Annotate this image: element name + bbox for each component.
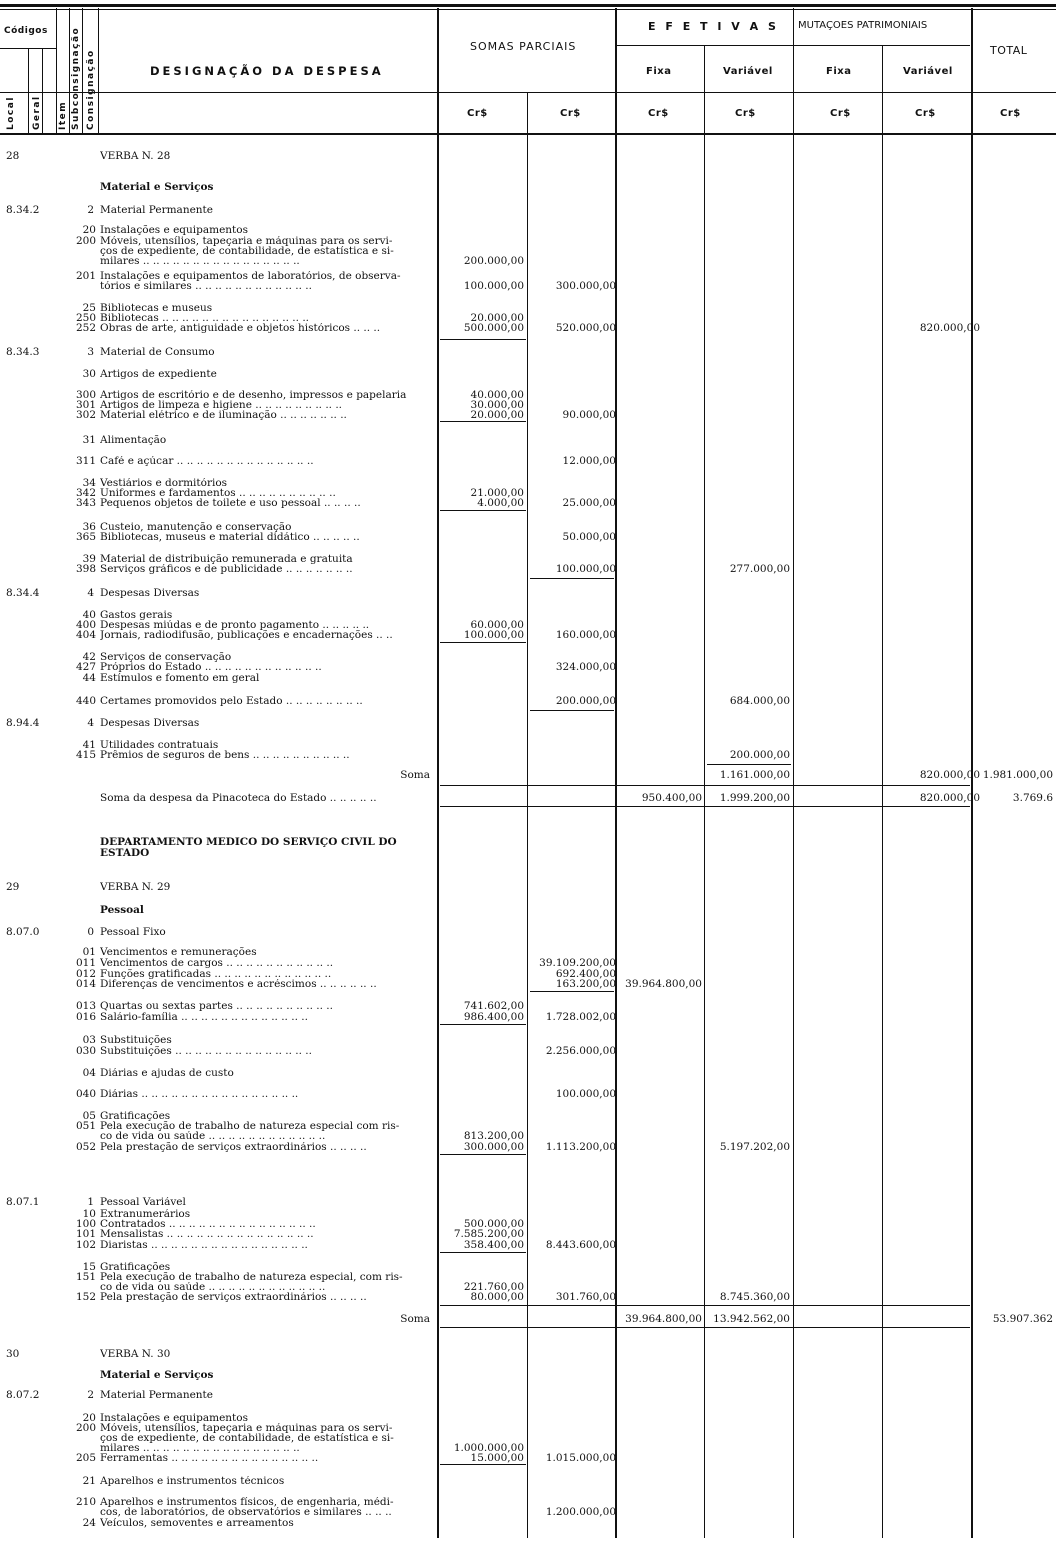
geral-code: 2	[87, 204, 94, 216]
row-description: Aparelhos e instrumentos físicos, de engenharia, médi-	[100, 1497, 394, 1508]
budget-row	[0, 1131, 1056, 1142]
row-description: Substituições .. .. .. .. .. .. .. .. .. .. .. .. .. ..	[100, 1046, 312, 1057]
item-code: 15	[82, 1261, 96, 1273]
efetivas-variavel-value: 684.000,00	[729, 695, 790, 707]
top-rule-thin	[0, 9, 1056, 10]
item-code: 40	[82, 609, 96, 621]
budget-row	[0, 958, 1056, 969]
total-value: 53.907.362	[992, 1313, 1053, 1325]
somas-parciais-1-value: 15.000,00	[470, 1452, 524, 1464]
somas-parciais-1-value: 986.400,00	[463, 1011, 524, 1023]
somas-parciais-2-value: 163.200,00	[555, 978, 616, 990]
budget-row	[0, 1001, 1056, 1012]
row-description: Diárias e ajudas de custo	[100, 1068, 234, 1079]
local-label: Local	[6, 96, 16, 130]
somas-parciais-1-value: 741.602,00	[463, 1000, 524, 1012]
currency-efetivas-variavel: Cr$	[735, 108, 756, 119]
somas-parciais-1-value: 30.000,00	[470, 399, 524, 411]
somas-parciais-1-value: 7.585.200,00	[453, 1228, 524, 1240]
somas-parciais-2-value: 520.000,00	[555, 322, 616, 334]
row-description: Instalações e equipamentos	[100, 1413, 248, 1424]
item-code: 052	[75, 1141, 96, 1153]
budget-row	[0, 1229, 1056, 1240]
efetivas-fixa-value: 39.964.800,00	[625, 1313, 702, 1325]
row-description: Material Permanente	[100, 1390, 213, 1401]
row-description: Diárias .. .. .. .. .. .. .. .. .. .. .. .. .. .. .. ..	[100, 1089, 299, 1100]
budget-row	[0, 588, 1056, 599]
row-description: Café e açúcar .. .. .. .. .. .. .. .. .. .. .. .. .. ..	[100, 456, 314, 467]
row-description: Vestiários e dormitórios	[100, 478, 228, 489]
row-description: Alimentação	[100, 435, 167, 446]
somas-parciais-2-value: 50.000,00	[562, 531, 616, 543]
somas-parciais-1-value: 300.000,00	[463, 1141, 524, 1153]
somas-parciais-1-value: 60.000,00	[470, 619, 524, 631]
efetivas-variavel-label: Variável	[723, 66, 773, 77]
item-code: 011	[75, 957, 96, 969]
row-description: Uniformes e fardamentos .. .. .. .. .. .. .. .. .. ..	[100, 488, 336, 499]
item-code: 252	[75, 322, 96, 334]
row-description: Gratificações	[100, 1262, 171, 1273]
budget-row	[0, 1476, 1056, 1487]
item-code: 25	[82, 302, 96, 314]
item-code: 20	[82, 1412, 96, 1424]
local-code: 8.07.1	[6, 1196, 40, 1208]
row-description: VERBA N. 29	[100, 882, 171, 893]
somas-parciais-2-value: 2.256.000,00	[545, 1045, 616, 1057]
row-description: Serviços de conservação	[100, 652, 232, 663]
item-code: 200	[75, 235, 96, 247]
budget-row	[0, 1197, 1056, 1208]
item-code: 102	[75, 1239, 96, 1251]
budget-row	[0, 323, 1056, 334]
row-description: Material Permanente	[100, 205, 213, 216]
item-code: 012	[75, 968, 96, 980]
budget-row	[0, 927, 1056, 938]
somas-parciais-1-value: 221.760,00	[463, 1281, 524, 1293]
somas-parciais-2-value: 1.015.000,00	[545, 1452, 616, 1464]
item-code: 201	[75, 270, 96, 282]
geral-code: 1	[87, 1196, 94, 1208]
designacao-label: DESIGNAÇÃO DA DESPESA	[150, 64, 384, 78]
somas-parciais-2-value: 324.000,00	[555, 661, 616, 673]
item-code: 404	[75, 629, 96, 641]
budget-row	[0, 662, 1056, 673]
row-description: Gastos gerais	[100, 610, 173, 621]
item-code: 41	[82, 739, 96, 751]
local-code: 8.34.4	[6, 587, 40, 599]
mutacoes-variavel-value: 820.000,00	[919, 322, 980, 334]
local-code: 28	[6, 150, 20, 162]
row-description: Estímulos e fomento em geral	[100, 673, 260, 684]
row-description: co de vida ou saúde .. .. .. .. .. .. .. .. .. .. .. ..	[100, 1282, 326, 1293]
row-description: Material e Serviços	[100, 1370, 214, 1381]
somas-parciais-2-value: 12.000,00	[562, 455, 616, 467]
budget-row	[0, 205, 1056, 216]
currency-mutacoes-variavel: Cr$	[915, 108, 936, 119]
row-description: Custeio, manutenção e conservação	[100, 522, 292, 533]
geral-code: 3	[87, 346, 94, 358]
item-code: 10	[82, 1208, 96, 1220]
budget-row	[0, 947, 1056, 958]
row-description: Despesas miúdas e de pronto pagamento .. .. .. .. ..	[100, 620, 370, 631]
efetivas-fixa-value: 39.964.800,00	[625, 978, 702, 990]
row-description: Salário-família .. .. .. .. .. .. .. .. .. .. .. .. ..	[100, 1012, 308, 1023]
row-description: milares .. .. .. .. .. .. .. .. .. .. .. .. .. .. .. ..	[100, 256, 300, 267]
budget-row	[0, 256, 1056, 267]
budget-row	[0, 1046, 1056, 1057]
row-description: Instalações e equipamentos	[100, 225, 248, 236]
somas-parciais-2-value: 8.443.600,00	[545, 1239, 616, 1251]
item-code: 205	[75, 1452, 96, 1464]
row-description: Pessoal Fixo	[100, 927, 166, 938]
budget-row	[0, 1349, 1056, 1360]
mutacoes-variavel-value: 820.000,00	[919, 769, 980, 781]
item-code: 36	[82, 521, 96, 533]
currency-somas-2: Cr$	[560, 108, 581, 119]
somas-parciais-2-value: 90.000,00	[562, 409, 616, 421]
row-description: Pessoal	[100, 905, 144, 916]
somas-parciais-1-value: 40.000,00	[470, 389, 524, 401]
somas-parciais-1-value: 200.000,00	[463, 255, 524, 267]
row-description: Material de Consumo	[100, 347, 215, 358]
somas-parciais-1-value: 20.000,00	[470, 312, 524, 324]
geral-code: 0	[87, 926, 94, 938]
efetivas-variavel-value: 277.000,00	[729, 563, 790, 575]
row-description: Instalações e equipamentos de laboratórios, de observa-	[100, 271, 401, 282]
somas-parciais-2-value: 1.200.000,00	[545, 1506, 616, 1518]
total-label: TOTAL	[990, 44, 1028, 57]
row-description: Obras de arte, antiguidade e objetos históricos .. .. ..	[100, 323, 381, 334]
item-code: 01	[82, 946, 96, 958]
item-code: 302	[75, 409, 96, 421]
budget-row	[0, 793, 1056, 804]
geral-code: 4	[87, 587, 94, 599]
row-description: Utilidades contratuais	[100, 740, 219, 751]
mutacoes-fixa-label: Fixa	[826, 66, 852, 77]
efetivas-variavel-value: 1.161.000,00	[719, 769, 790, 781]
efetivas-variavel-value: 5.197.202,00	[719, 1141, 790, 1153]
somas-parciais-1-value: 813.200,00	[463, 1130, 524, 1142]
budget-row	[0, 1068, 1056, 1079]
row-description: Artigos de limpeza e higiene .. .. .. .. .. .. .. .. ..	[100, 400, 343, 411]
item-code: 311	[75, 455, 96, 467]
item-code: 301	[75, 399, 96, 411]
somas-parciais-1-value: 1.000.000,00	[453, 1442, 524, 1454]
budget-row	[0, 1012, 1056, 1023]
item-code: 20	[82, 224, 96, 236]
efetivas-fixa-label: Fixa	[646, 66, 672, 77]
local-code: 29	[6, 881, 20, 893]
budget-row	[0, 1390, 1056, 1401]
row-description: VERBA N. 30	[100, 1349, 171, 1360]
row-description: Extranumerários	[100, 1209, 191, 1220]
row-description: ESTADO	[100, 848, 150, 859]
local-code: 8.07.0	[6, 926, 40, 938]
efetivas-variavel-value: 13.942.562,00	[713, 1313, 790, 1325]
row-description: ços de expediente, de contabilidade, de estatística e si-	[100, 246, 394, 257]
item-code: 040	[75, 1088, 96, 1100]
row-description: co de vida ou saúde .. .. .. .. .. .. .. .. .. .. .. ..	[100, 1131, 326, 1142]
row-description: Material de distribuição remunerada e gratuita	[100, 554, 353, 565]
item-code: 427	[75, 661, 96, 673]
row-description: Despesas Diversas	[100, 588, 200, 599]
item-code: 31	[82, 434, 96, 446]
row-description: Despesas Diversas	[100, 718, 200, 729]
somas-parciais-2-value: 692.400,00	[555, 968, 616, 980]
row-description: Vencimentos e remunerações	[100, 947, 257, 958]
item-code: 343	[75, 497, 96, 509]
row-description: Serviços gráficos e de publicidade .. .. .. .. .. .. ..	[100, 564, 353, 575]
row-description: Bibliotecas .. .. .. .. .. .. .. .. .. .. .. .. .. .. ..	[100, 313, 309, 324]
budget-row	[0, 673, 1056, 684]
budget-row	[0, 1453, 1056, 1464]
item-code: 24	[82, 1517, 96, 1529]
row-description: Soma da despesa da Pinacoteca do Estado .. .. .. .. ..	[100, 793, 377, 804]
row-description: Artigos de escritório e de desenho, impressos e papelaria	[100, 390, 407, 401]
somas-parciais-1-value: 100.000,00	[463, 280, 524, 292]
row-description: Quartas ou sextas partes .. .. .. .. .. .. .. .. .. ..	[100, 1001, 333, 1012]
somas-parciais-2-value: 100.000,00	[555, 563, 616, 575]
somas-parciais-2-value: 301.760,00	[555, 1291, 616, 1303]
row-description: Pessoal Variável	[100, 1197, 186, 1208]
budget-row	[0, 498, 1056, 509]
budget-row	[0, 905, 1056, 916]
currency-mutacoes-fixa: Cr$	[830, 108, 851, 119]
item-code: 365	[75, 531, 96, 543]
somas-parciais-1-value: 358.400,00	[463, 1239, 524, 1251]
item-code: 152	[75, 1291, 96, 1303]
subconsignacao-label: Subconsignação	[71, 26, 81, 130]
top-rule	[0, 4, 1056, 7]
somas-parciais-1-value: 21.000,00	[470, 487, 524, 499]
budget-row	[0, 718, 1056, 729]
row-description: Pela prestação de serviços extraordinários .. .. .. ..	[100, 1142, 367, 1153]
local-code: 8.34.2	[6, 204, 40, 216]
item-code: 21	[82, 1475, 96, 1487]
currency-efetivas-fixa: Cr$	[648, 108, 669, 119]
item-code: 100	[75, 1218, 96, 1230]
item-code: 34	[82, 477, 96, 489]
row-description: Diferenças de vencimentos e acréscimos .. .. .. .. .. ..	[100, 979, 377, 990]
budget-row	[0, 837, 1056, 848]
budget-row	[0, 281, 1056, 292]
item-code: 400	[75, 619, 96, 631]
row-description: tórios e similares .. .. .. .. .. .. .. .. .. .. .. ..	[100, 281, 312, 292]
row-description: Aparelhos e instrumentos técnicos	[100, 1476, 285, 1487]
local-code: 30	[6, 1348, 20, 1360]
item-code: 30	[82, 368, 96, 380]
row-description: Substituições	[100, 1035, 172, 1046]
row-description: Material elétrico e de iluminação .. .. .. .. .. .. ..	[100, 410, 347, 421]
budget-row	[0, 979, 1056, 990]
mutacoes-label: MUTAÇOES PATRIMONIAIS	[798, 20, 928, 31]
item-code: 440	[75, 695, 96, 707]
budget-row	[0, 225, 1056, 236]
mutacoes-variavel-value: 820.000,00	[919, 792, 980, 804]
row-description: VERBA N. 28	[100, 151, 171, 162]
row-description: Funções gratificadas .. .. .. .. .. .. .. .. .. .. .. ..	[100, 969, 332, 980]
row-description: Diaristas .. .. .. .. .. .. .. .. .. .. .. .. .. .. .. ..	[100, 1240, 308, 1251]
budget-row	[0, 630, 1056, 641]
budget-row	[0, 1240, 1056, 1251]
budget-row	[0, 347, 1056, 358]
budget-row	[0, 1370, 1056, 1381]
row-description: Mensalistas .. .. .. .. .. .. .. .. .. .. .. .. .. .. ..	[100, 1229, 314, 1240]
budget-row	[0, 435, 1056, 446]
row-description: cos, de laboratórios, de observatórios e similares .. .. ..	[100, 1507, 392, 1518]
budget-row	[0, 696, 1056, 707]
item-code: 398	[75, 563, 96, 575]
efetivas-variavel-value: 200.000,00	[729, 749, 790, 761]
row-description: Contratados .. .. .. .. .. .. .. .. .. .. .. .. .. .. ..	[100, 1219, 316, 1230]
item-code: 151	[75, 1271, 96, 1283]
row-description: Bibliotecas, museus e material didático .. .. .. .. ..	[100, 532, 360, 543]
item-code: 415	[75, 749, 96, 761]
budget-row	[0, 151, 1056, 162]
item-code: 200	[75, 1422, 96, 1434]
total-value: 3.769.6	[1012, 792, 1053, 804]
budget-row	[0, 882, 1056, 893]
item-code: 42	[82, 651, 96, 663]
row-description: Jornais, radiodifusão, publicações e encadernações .. ..	[100, 630, 393, 641]
local-code: 8.34.3	[6, 346, 40, 358]
somas-parciais-2-value: 39.109.200,00	[539, 957, 616, 969]
efetivas-variavel-value: 1.999.200,00	[719, 792, 790, 804]
somas-parciais-2-value: 1.728.002,00	[545, 1011, 616, 1023]
currency-total: Cr$	[1000, 108, 1021, 119]
row-description: milares .. .. .. .. .. .. .. .. .. .. .. .. .. .. .. ..	[100, 1443, 300, 1454]
row-description: Pela prestação de serviços extraordinários .. .. .. ..	[100, 1292, 367, 1303]
item-code: 210	[75, 1496, 96, 1508]
item-code: 030	[75, 1045, 96, 1057]
budget-row	[0, 848, 1056, 859]
row-description: Vencimentos de cargos .. .. .. .. .. .. .. .. .. .. ..	[100, 958, 334, 969]
item-code: 101	[75, 1228, 96, 1240]
row-description: Certames promovidos pelo Estado .. .. .. .. .. .. .. ..	[100, 696, 363, 707]
somas-parciais-2-value: 300.000,00	[555, 280, 616, 292]
row-description: ços de expediente, de contabilidade, de estatística e si-	[100, 1433, 394, 1444]
row-description: Ferramentas .. .. .. .. .. .. .. .. .. .. .. .. .. .. ..	[100, 1453, 319, 1464]
total-value: 1.981.000,00	[982, 769, 1053, 781]
somas-parciais-1-value: 100.000,00	[463, 629, 524, 641]
somas-parciais-2-value: 100.000,00	[555, 1088, 616, 1100]
budget-row	[0, 456, 1056, 467]
budget-row	[0, 1314, 1056, 1325]
row-description: Pela execução de trabalho de natureza especial com ris-	[100, 1121, 400, 1132]
budget-row	[0, 1035, 1056, 1046]
somas-parciais-1-value: 80.000,00	[470, 1291, 524, 1303]
row-description: Móveis, utensílios, tapeçaria e máquinas para os servi-	[100, 236, 393, 247]
geral-code: 2	[87, 1389, 94, 1401]
row-description: DEPARTAMENTO MÉDICO DO SERVIÇO CIVIL DO	[100, 837, 397, 848]
budget-row	[0, 564, 1056, 575]
item-code: 39	[82, 553, 96, 565]
row-description: Móveis, utensílios, tapeçaria e máquinas para os servi-	[100, 1423, 393, 1434]
item-code: 016	[75, 1011, 96, 1023]
somas-parciais-1-value: 20.000,00	[470, 409, 524, 421]
row-description: Pela execução de trabalho de natureza especial, com ris-	[100, 1272, 403, 1283]
row-description: Pequenos objetos de toilete e uso pessoal .. .. .. ..	[100, 498, 361, 509]
codigos-label: Códigos	[4, 26, 48, 36]
somas-parciais-1-value: 500.000,00	[463, 322, 524, 334]
somas-parciais-2-value: 1.113.200,00	[545, 1141, 616, 1153]
item-code: 014	[75, 978, 96, 990]
budget-row	[0, 1089, 1056, 1100]
budget-row	[0, 1518, 1056, 1529]
somas-parciais-1-value: 500.000,00	[463, 1218, 524, 1230]
mutacoes-variavel-label: Variável	[903, 66, 953, 77]
local-code: 8.07.2	[6, 1389, 40, 1401]
somas-parciais-label: SOMAS PARCIAIS	[470, 40, 577, 53]
item-code: 05	[82, 1110, 96, 1122]
budget-row	[0, 750, 1056, 761]
row-description: Bibliotecas e museus	[100, 303, 213, 314]
row-description: Gratificações	[100, 1111, 171, 1122]
geral-code: 4	[87, 717, 94, 729]
item-code: 03	[82, 1034, 96, 1046]
budget-row	[0, 770, 1056, 781]
local-code: 8.94.4	[6, 717, 40, 729]
row-description: Artigos de expediente	[100, 369, 217, 380]
budget-row	[0, 1142, 1056, 1153]
row-description: Próprios do Estado .. .. .. .. .. .. .. .. .. .. .. ..	[100, 662, 322, 673]
budget-row	[0, 532, 1056, 543]
budget-row	[0, 1292, 1056, 1303]
item-code: 051	[75, 1120, 96, 1132]
budget-row	[0, 1507, 1056, 1518]
somas-parciais-1-value: 4.000,00	[477, 497, 524, 509]
geral-label: Geral	[32, 95, 42, 130]
header-sub-rule	[0, 92, 1056, 93]
header-bottom-rule	[0, 133, 1056, 135]
budget-row	[0, 410, 1056, 421]
somas-parciais-2-value: 25.000,00	[562, 497, 616, 509]
row-description: Soma	[400, 770, 430, 781]
somas-parciais-2-value: 160.000,00	[555, 629, 616, 641]
item-code: 342	[75, 487, 96, 499]
budget-row	[0, 182, 1056, 193]
efetivas-fixa-value: 950.400,00	[641, 792, 702, 804]
somas-parciais-2-value: 200.000,00	[555, 695, 616, 707]
row-description: Material e Serviços	[100, 182, 214, 193]
row-description: Veículos, semoventes e arreamentos	[100, 1518, 294, 1529]
item-code: 013	[75, 1000, 96, 1012]
budget-row	[0, 369, 1056, 380]
currency-somas-1: Cr$	[467, 108, 488, 119]
row-description: Soma	[400, 1314, 430, 1325]
item-label: Item	[58, 100, 68, 130]
item-code: 44	[82, 672, 96, 684]
row-description: Prêmios de seguros de bens .. .. .. .. .. .. .. .. .. ..	[100, 750, 350, 761]
item-code: 300	[75, 389, 96, 401]
efetivas-label: E F E T I V A S	[648, 20, 779, 33]
efetivas-variavel-value: 8.745.360,00	[719, 1291, 790, 1303]
item-code: 04	[82, 1067, 96, 1079]
item-code: 250	[75, 312, 96, 324]
consignacao-label: Consignação	[86, 49, 96, 130]
